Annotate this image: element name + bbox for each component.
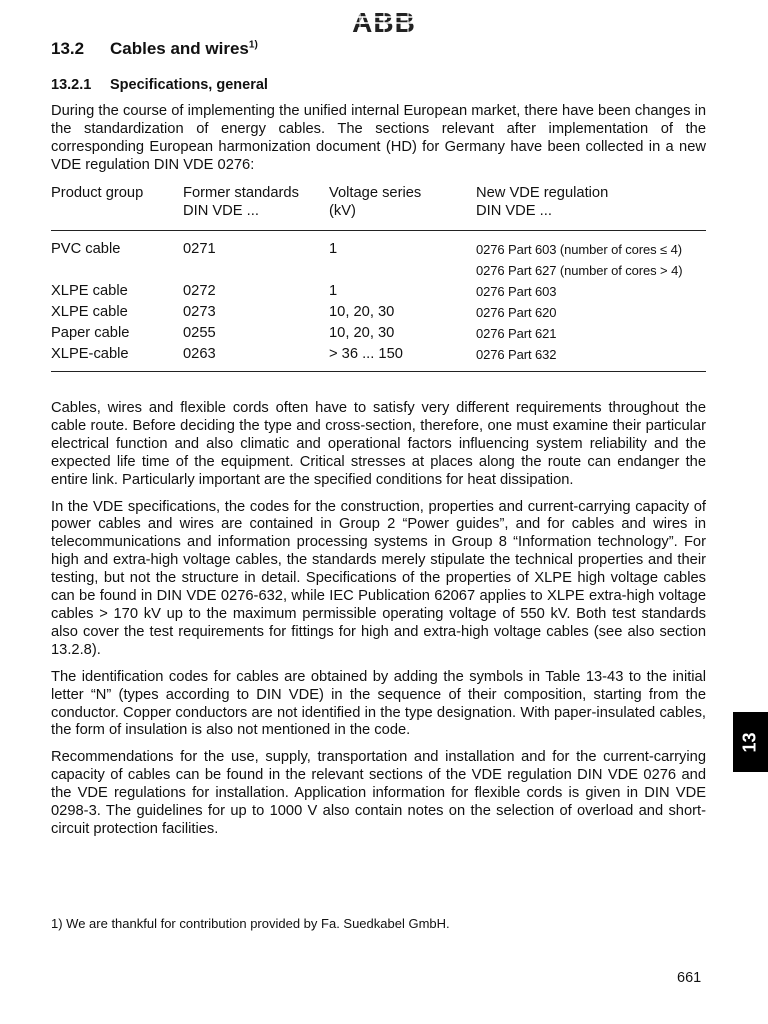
chapter-tab <box>733 712 768 772</box>
body-paragraph: In the VDE specifications, the codes for the construction, properties and current-carrying capacity of power cables and wires are contained in Group 2 “Power guides”, and for cables and wires in telecommunications and information processing systems in Group 8 “Information technology”. For high and extra-high voltage cables, the standards merely stipulate the technical properties and their testing, but not the structure in detail. Specifications of the properties of XLPE high voltage cables can be found in DIN VDE 0276-632, while IEC Publication 62067 applies to XLPE extra-high voltage cables > 170 kV up to the maximum permissible operating voltage of 550 kV. Both test standards also cover the test requirements for fittings for high and extra-high voltage cables (see also section 13.2.8). <box>51 498 706 658</box>
intro-paragraph: During the course of implementing the unified internal European market, there have been changes in the standardization of energy cables. The sections relevant after implementation of the corresponding European harmonization document (HD) for Germany have been collected in a new VDE regulation DIN VDE 0276: <box>51 103 706 173</box>
svg-text:ABB: ABB <box>352 8 416 36</box>
cell-regulation: 0276 Part 603 <box>476 284 557 299</box>
table-header <box>51 182 706 231</box>
section-title: Cables and wires <box>110 39 249 58</box>
header-product-group <box>51 184 143 202</box>
header-former-standards-sub: DIN VDE ... <box>183 203 259 219</box>
subsection-number: 13.2.1 <box>51 77 92 93</box>
cell-product: XLPE cable <box>51 304 128 320</box>
cell-regulation: 0276 Part 620 <box>476 305 557 320</box>
cell-former: 0272 <box>183 283 216 299</box>
cell-voltage: 10, 20, 30 <box>329 304 395 320</box>
header-former-standards-label: Former standards <box>183 185 299 201</box>
table-row <box>51 281 706 302</box>
header-new-regulation-label: New VDE regulation <box>476 185 609 201</box>
header-new-regulation <box>476 184 608 220</box>
page-number: 661 <box>677 970 702 986</box>
cell-product: XLPE cable <box>51 283 128 299</box>
table-row <box>51 260 706 281</box>
abb-logo <box>348 8 420 36</box>
body-paragraph: The identification codes for cables are obtained by adding the symbols in Table 13-43 to the initial letter “N” (types according to DIN VDE) in the sequence of their composition, starting from the conductor. Copper conductors are not identified in the type designation. With paper-insulated cables, the form of insulation is also not mentioned in the code. <box>51 668 706 739</box>
cell-voltage: > 36 ... 150 <box>329 346 403 362</box>
cell-former: 0271 <box>183 241 216 257</box>
cell-regulation: 0276 Part 627 (number of cores > 4) <box>476 263 683 278</box>
footnote: 1) We are thankful for contribution provided by Fa. Suedkabel GmbH. <box>51 916 450 931</box>
table-row <box>51 302 706 323</box>
cell-regulation: 0276 Part 603 (number of cores ≤ 4) <box>476 242 682 257</box>
header-voltage-series-label: Voltage series <box>329 185 422 201</box>
header-former-standards <box>183 184 299 220</box>
table-body <box>51 231 706 372</box>
cell-former: 0273 <box>183 304 216 320</box>
table-row <box>51 239 706 260</box>
cell-former: 0263 <box>183 346 216 362</box>
footnote-reference: 1) <box>248 39 258 51</box>
cable-standards-table <box>51 182 706 372</box>
cell-regulation: 0276 Part 632 <box>476 347 557 362</box>
body-paragraph: Cables, wires and flexible cords often have to satisfy very different requirements throughout the cable route. Before deciding the type and cross-section, therefore, one must examine their particular electrical function and also climatic and operational factors influencing system reliability and the expected life time of the equipment. Critical stresses at places along the route can endanger the entire link. Particularly important are the specified conditions for heat dissipation. <box>51 400 706 488</box>
cell-regulation: 0276 Part 621 <box>476 326 557 341</box>
cell-product: Paper cable <box>51 325 130 341</box>
abb-logo-graphic <box>348 8 420 36</box>
cell-voltage: 1 <box>329 283 338 299</box>
section-heading <box>51 38 706 60</box>
body-paragraph: Recommendations for the use, supply, transportation and installation and for the current-carrying capacity of cables can be found in the relevant sections of the VDE regulation DIN VDE 0276 and the VDE regulations for installation. Application information for flexible cords is given in DIN VDE 0298-3. The guidelines for up to 1000 V also contain notes on the selection of overload and short-circuit protection facilities. <box>51 749 706 837</box>
table-row <box>51 344 706 365</box>
header-new-regulation-sub: DIN VDE ... <box>476 203 552 219</box>
page-content <box>51 38 706 837</box>
header-voltage-series <box>329 184 421 220</box>
cell-voltage: 1 <box>329 241 338 257</box>
table-row <box>51 323 706 344</box>
header-product-group-label: Product group <box>51 185 144 201</box>
cell-product: XLPE-cable <box>51 346 129 362</box>
cell-product: PVC cable <box>51 241 121 257</box>
chapter-tab-number: 13 <box>740 731 760 753</box>
body-text <box>51 400 706 848</box>
section-number: 13.2 <box>51 39 85 58</box>
cell-former: 0255 <box>183 325 216 341</box>
header-voltage-series-sub: (kV) <box>329 203 356 219</box>
subsection-heading <box>51 77 268 93</box>
cell-voltage: 10, 20, 30 <box>329 325 395 341</box>
subsection-title: Specifications, general <box>110 77 268 93</box>
